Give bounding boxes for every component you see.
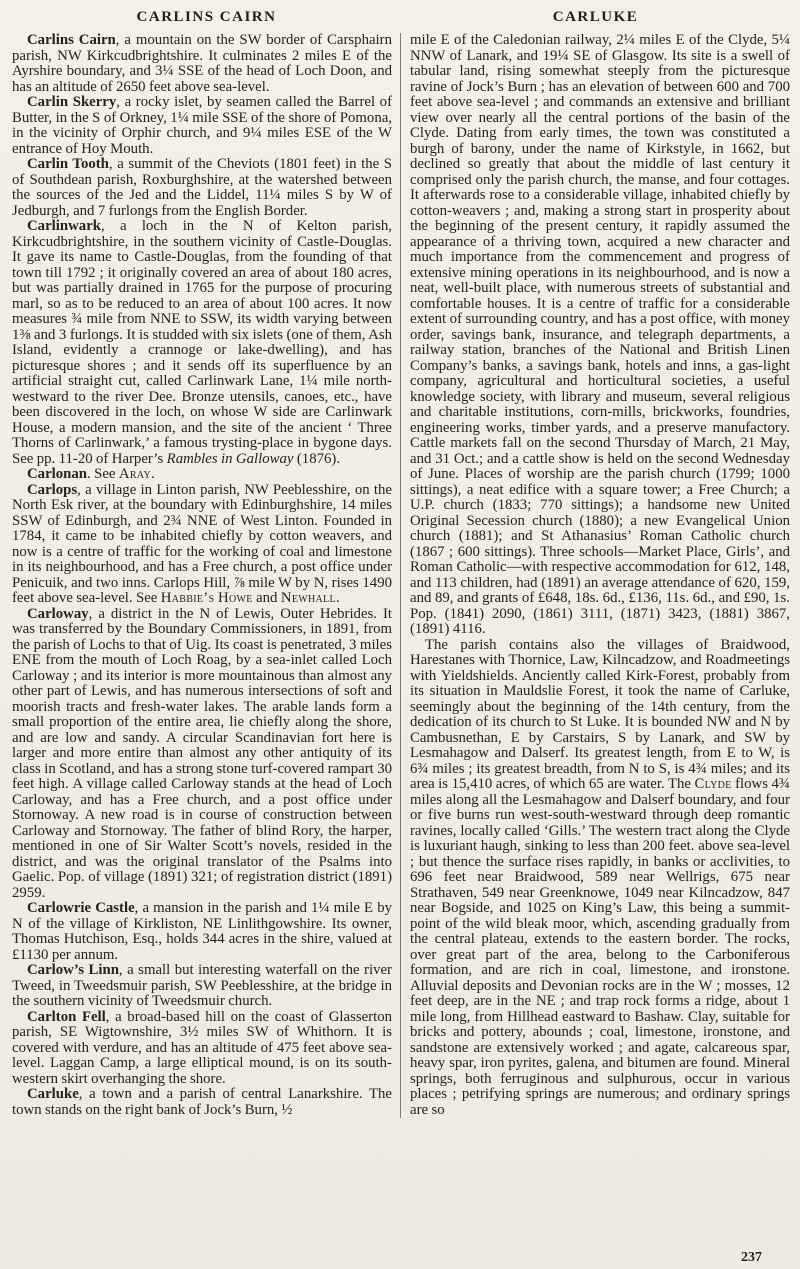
gazetteer-entry (12, 95, 392, 157)
left-column-header: CARLINS CAIRN (136, 9, 277, 25)
entry-text: flows 4¾ miles along all the Lesmahagow and Dalserf boundary, and four or five burns run west-south-westward through deep romantic ravines, locally called ‘Gills.’ The western tract along the Clyde is luxuriant haugh, sinking to less than 200 feet. above sea-level ; but thence the surface rises rapidly, in banks or acclivities, to 696 feet near Braidwood, 589 near Wellrigs, 675 near Strathaven, 549 near Greenknowe, 1049 near Kilncadzow, 847 near Bogside, and 1025 on King’s Law, this being a summit-point of the wild bleak moor, which, ascending gradually from the central plateau, extends to the eastern border. The rocks, over great part of the area, belong to the Carboniferous formation, and are rich in coal, limestone, and ironstone. Alluvial deposits and Devonian rocks are in the W ; mosses, 12 feet deep, are in the NE ; and trap rock forms a ridge, about 1 mile long, from Hillhead eastward to Bashaw. Clay, suitable for bricks and pottery, abounds ; coal, limestone, ironstone, and sandstone are extensively worked ; and agate, calcareous spar, heavy spar, iron pyrites, galena, and bitumen are found. Mineral springs, both ferruginous and sulphurous, occur in various places ; petrifying springs are numerous; and ordinary springs are so (410, 776, 790, 1118)
entry-text: . See (87, 466, 119, 482)
gazetteer-entry (12, 219, 392, 467)
gazetteer-paragraph (410, 638, 790, 1119)
entry-term: Carlonan (27, 466, 88, 482)
entry-text: Newhall (280, 590, 336, 606)
entry-text: . (335, 590, 340, 606)
gazetteer-entry (12, 607, 392, 902)
entry-text: , a summit of the Cheviots (1801 feet) in the S of Southdean parish, Roxburghshire, at the watershed between the sources of the Jed and the Liddel, 11¼ miles S by W of Jedburgh, and 7 furlongs from the English Border. (12, 156, 392, 219)
entry-text: , a town and a parish of central Lanarkshire. The town stands on the right bank of Jock’s Burn, ½ (12, 1086, 392, 1118)
right-column (401, 33, 790, 1118)
entry-text: Habbie’s Howe (160, 590, 253, 606)
left-column (12, 33, 400, 1118)
gazetteer-entry (12, 1087, 392, 1118)
gazetteer-entry (12, 467, 392, 483)
entry-text: Aray (118, 466, 151, 482)
entry-term: Carlton Fell (27, 1008, 106, 1025)
entry-term: Carlowrie Castle (27, 900, 135, 916)
entry-text: The parish contains also the villages of Braidwood, Harestanes with Thornice, Law, Kilncadzow, and Roadmeetings with Yieldshields. Anciently called Kirk-Forest, probably from its situation in Mauldslie Forest, it took the name of Carluke, seemingly about the beginning of the 14th century, from the dedication of its church to St Luke. It is bounded NW and N by Cambusnethan, E by Carstairs, S by Lanark, and SW by Lesmahagow and Dalserf. Its greatest length, from E to W, is 6¾ miles ; its greatest breadth, from N to S, is 4¾ miles; and its area is 15,410 acres, of which 65 are water. The (410, 636, 790, 792)
page-number: 237 (741, 1250, 762, 1265)
entry-text: . (151, 466, 155, 482)
entry-text: , a rocky islet, by seamen called the Barrel of Butter, in the S of Orkney, 1¼ mile SSE of the shore of Pomona, in the vicinity of Orphir church, and 9¼ miles ESE of the W entrance of Hoy Mouth. (12, 94, 392, 157)
entry-text: Clyde (694, 776, 732, 792)
running-headers (12, 9, 790, 26)
gazetteer-entry (12, 33, 392, 95)
right-column-header: CARLUKE (552, 9, 639, 25)
entry-term: Carlins Cairn (27, 32, 116, 48)
entry-term: Carlinwark (27, 218, 101, 234)
entry-text: , a loch in the N of Kelton parish, Kirkcudbrightshire, in the southern vicinity of Castle-Douglas. It gave its name to Castle-Douglas, from the founding of that town till 1792 ; it originally covered an area of about 180 acres, but was partially drained in 1765 for the purpose of procuring marl, so as to be reduced to an area of about 100 acres. It now measures ¾ mile from NNE to SSW, its width varying between 1⅜ and 3 furlongs. It is studded with six islets (one of them, Ash Island, evidently a crannoge or lake-dwelling), and has picturesque shores ; and it sends off its superfluence by an artificial straight cut, called Carlinwark Lane, 1¼ mile north-westward to the river Dee. Bronze utensils, canoes, etc., have been discovered in the loch, on whose W side are Carlinwark House, a modern mansion, and the site of the ancient ‘ Three Thorns of Carlinwark,’ a famous trysting-place in bygone days. See pp. 11-20 of Harper’s (12, 218, 392, 467)
entry-term: Carlow’s Linn (27, 962, 119, 978)
gazetteer-entry (12, 901, 392, 963)
entry-text: , a broad-based hill on the coast of Glasserton parish, SE Wigtownshire, 3½ miles SW of Whithorn. It is covered with verdure, and has an altitude of 475 feet above sea-level. Laggan Camp, a large elliptical mound, is on its south-western skirt overhanging the shore. (12, 1008, 393, 1087)
entry-text: and (252, 590, 281, 606)
entry-text: , a small but interesting waterfall on the river Tweed, in Tweedsmuir parish, SW Peeblesshire, at the bridge in the southern vicinity of Tweedsmuir church. (12, 962, 392, 1009)
gazetteer-entry (12, 1010, 392, 1088)
gazetteer-entry (12, 157, 392, 219)
entry-term: Carluke (27, 1086, 79, 1102)
entry-term: Carlops (27, 481, 78, 498)
entry-text: Rambles in Galloway (166, 450, 294, 467)
gazetteer-entry (12, 963, 392, 1010)
gazetteer-entry (12, 483, 392, 607)
entry-text: , a village in Linton parish, NW Peeblesshire, on the North Esk river, at the boundary with Edinburghshire, 14 miles SSW of Edinburgh, and 2¾ NNE of West Linton. Founded in 1784, it came to be inhabited chiefly by cotton weavers, and now is a centre of traffic for the working of coal and limestone in its neighbourhood, and has a Free church, a post office under Penicuik, and two inns. Carlops Hill, ⅞ mile W by N, rises 1490 feet above sea-level. See (12, 481, 392, 606)
entry-text: , a mountain on the SW border of Carsphairn parish, NW Kirkcudbrightshire. It culminates 2 miles E of the Ayrshire boundary, and 3¼ SSE of the head of Loch Doon, and has an altitude of 2650 feet above sea-level. (12, 32, 392, 95)
entry-text: mile E of the Caledonian railway, 2¼ miles E of the Clyde, 5¼ NNW of Lanark, and 19¼ SE of Glasgow. Its site is a swell of tabular land, rising somewhat steeply from the picturesque ravine of Jock’s Burn ; has an elevation of between 600 and 700 feet above sea-level ; and commands an extensive and brilliant view over nearly all the central portions of the basin of the Clyde. Dating from early times, the town was constituted a burgh of barony, under the name of Kirkstyle, in 1662, but declined so greatly that about the middle of last century it comprised only the parish church, the manse, and four cottages. It afterwards rose to a considerable village, inhabited chiefly by cotton-weavers ; and, making a strong start in prosperity about the beginning of the present century, it rapidly assumed the appearance of a thriving town, acquired a new character and much importance from the commencement and progress of extensive mining operations in its neighbourhood, and is now a neat, well-built place, with numerous streets of substantial and comfortable houses. It is a centre of traffic for a considerable extent of surrounding country, and has a post office, with money order, savings bank, insurance, and telegraph departments, a railway station, branches of the National and British Linen Company’s banks, a savings bank, hotels and inns, a gas-light company, agricultural and horticultural societies, a useful knowledge society, with library and museum, several religious and charitable institutions, corn-mills, brickworks, foundries, engineering works, timber yards, and a preserve manufactory. Cattle markets fall on the second Thursday of March, 21 May, and 31 Oct.; and a cattle show is held on the second Wednesday of June. Places of worship are the parish church (1799; 1000 sittings), a neat edifice with a square tower; a Free Church; a U.P. church (1833; 770 sittings); a handsome new United Original Secession church (1880); a new Evangelical Union church (1881); and St Athanasius’ Roman Catholic church (1867 ; 600 sittings). Three schools—Market Place, Girls’, and Roman Catholic—with respective accommodation for 612, 148, and 113 children, had (1891) an average attendance of 620, 159, and 89, and grants of £648, 18s. 6d., £136, 11s. 6d., and £90, 1s. Pop. (1841) 2090, (1861) 3111, (1871) 3423, (1881) 3867, (1891) 4116. (410, 32, 790, 637)
entry-text: , a district in the N of Lewis, Outer Hebrides. It was transferred by the Boundary Commissioners, in 1891, from the parish of Lochs to that of Uig. Its coast is penetrated, 3 miles ENE from the mouth of Loch Roag, by a sea-inlet called Loch Carloway ; and its interior is more mountainous than almost any other part of Lewis, and has numerous intersections of soft and moorish tracts and fresh-water lakes. The arable lands form a small proportion of the entire area, lie chiefly along the shore, and are low and sandy. A circular Scandinavian fort here is larger and more entire than almost any other antiquity of its class in Scotland, and has a strong stone turf-covered rampart 30 feet high. A village called Carloway stands at the head of Loch Carloway, and has a Free church, and a post office under Stornoway. A new road is in course of construction between Carloway and Stornoway. The father of blind Rory, the harper, mentioned in one of Sir Walter Scott’s novels, resided in the district, and was the original translator of the Psalms into Gaelic. Pop. of village (1891) 321; of registration district (1891) 2959. (12, 605, 392, 901)
gazetteer-paragraph (410, 33, 790, 638)
entry-term: Carlin Tooth (27, 156, 109, 172)
text-columns (12, 33, 790, 1118)
entry-term: Carloway (27, 605, 89, 622)
entry-text: (1876). (293, 450, 341, 467)
entry-term: Carlin Skerry (27, 94, 117, 110)
entry-text: , a mansion in the parish and 1¼ mile E by N of the village of Kirkliston, NE Linlithgowshire. Its owner, Thomas Hutchison, Esq., holds 344 acres in the shire, valued at £1130 per annum. (12, 900, 392, 963)
